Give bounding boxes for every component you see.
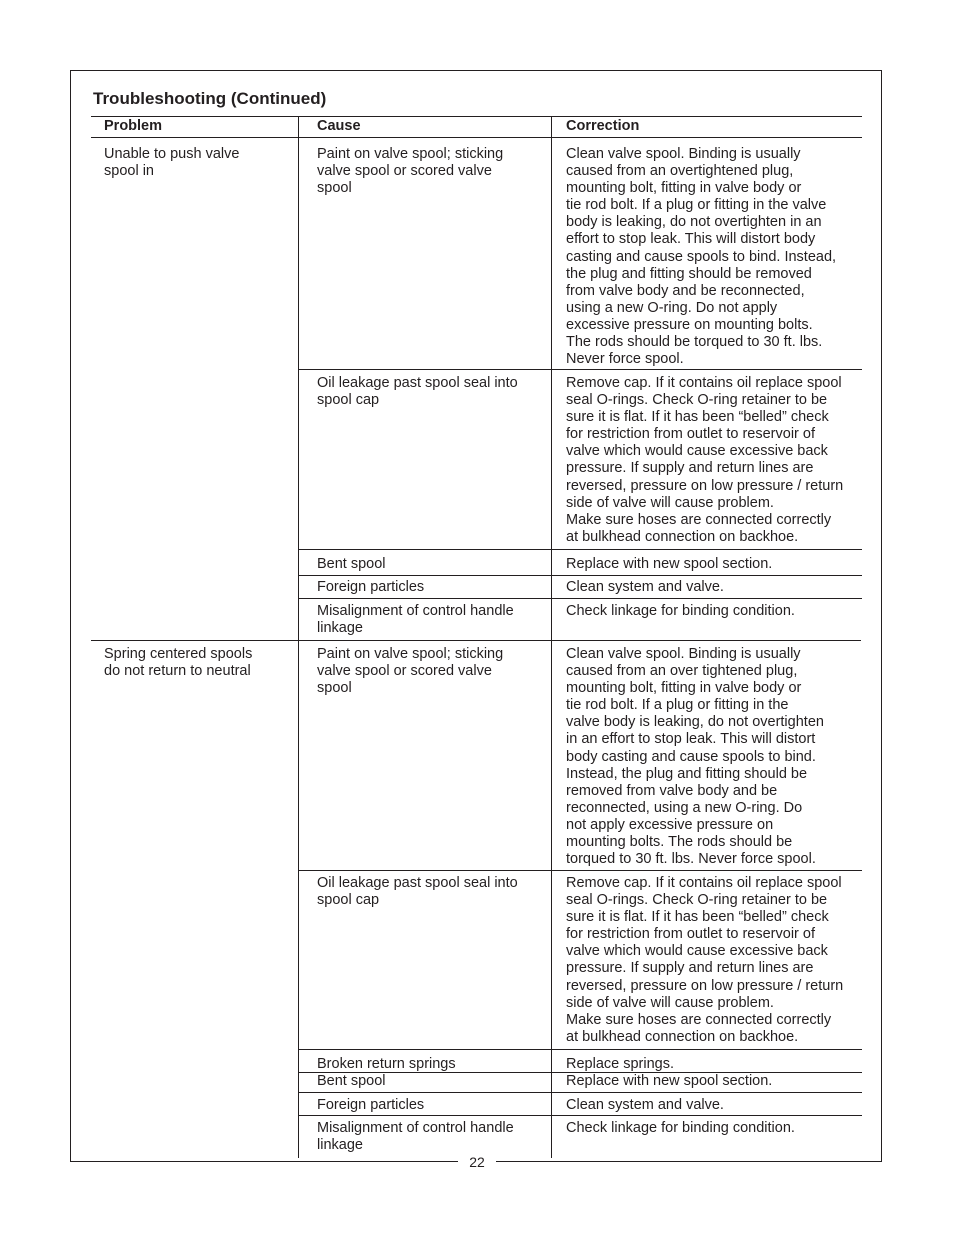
cause-cell: Oil leakage past spool seal into spool cap — [317, 875, 518, 909]
cause-cell: Oil leakage past spool seal into spool cap — [317, 375, 518, 409]
cause-cell: Foreign particles — [317, 1097, 425, 1113]
column-header-correction: Correction — [566, 118, 640, 134]
cause-cell: Misalignment of control handle linkage — [317, 603, 514, 637]
column-divider-cause — [298, 116, 299, 1158]
cause-cell: Broken return springs — [317, 1056, 456, 1072]
cause-cell: Foreign particles — [317, 579, 425, 595]
correction-cell: Replace with new spool section. — [566, 1073, 773, 1089]
row-separator — [298, 369, 862, 370]
correction-cell: Clean valve spool. Binding is usually caused from an over tightened plug, mounting bolt, fitting in valve body or tie rod bolt. If a plug or fitting in the valve body is leaking, do not overtighten in an effort to stop leak. This will distort body casting and cause spools to bind. Instead, the plug and fitting should be removed from valve body and be reconnected, using a new O-ring. Do not apply excessive pressure on mounting bolts. The rods should be torqued to 30 ft. lbs. Never force spool. — [566, 646, 824, 868]
cause-cell: Bent spool — [317, 556, 386, 572]
problem-separator — [91, 640, 861, 641]
row-separator — [298, 575, 862, 576]
cause-cell: Paint on valve spool; sticking valve spool or scored valve spool — [317, 146, 504, 197]
row-separator — [298, 1092, 862, 1093]
cause-cell: Bent spool — [317, 1073, 386, 1089]
column-divider-correction — [551, 116, 552, 1158]
correction-cell: Check linkage for binding condition. — [566, 1120, 795, 1136]
correction-cell: Remove cap. If it contains oil replace spool seal O-rings. Check O-ring retainer to be sure it is flat. If it has been “belled” check for restriction from outlet to reservoir of valve which would cause excessive back pressure. If supply and return lines are reversed, pressure on low pressure / return side of valve will cause problem. Make sure hoses are connected correctly at bulkhead connection on backhoe. — [566, 875, 844, 1045]
correction-cell: Replace springs. — [566, 1056, 674, 1072]
correction-cell: Clean system and valve. — [566, 1097, 724, 1113]
correction-cell: Check linkage for binding condition. — [566, 603, 795, 619]
cause-cell: Paint on valve spool; sticking valve spool or scored valve spool — [317, 646, 504, 697]
cause-cell: Misalignment of control handle linkage — [317, 1120, 514, 1154]
column-header-problem: Problem — [104, 118, 163, 134]
row-separator — [298, 870, 862, 871]
page-title: Troubleshooting (Continued) — [93, 89, 327, 108]
header-bottom-rule — [91, 137, 862, 138]
correction-cell: Clean valve spool. Binding is usually caused from an overtightened plug, mounting bolt, fitting in valve body or tie rod bolt. If a plug or fitting in the valve body is leaking, do not overtighten in an effort to stop leak. This will distort body casting and cause spools to bind. Instead, the plug and fitting should be removed from valve body and be reconnected, using a new O-ring. Do not apply excessive pressure on mounting bolts. The rods should be torqued to 30 ft. lbs. Never force spool. — [566, 146, 837, 368]
problem-cell: Unable to push valve spool in — [104, 146, 240, 180]
row-separator — [298, 1115, 862, 1116]
correction-cell: Remove cap. If it contains oil replace spool seal O-rings. Check O-ring retainer to be sure it is flat. If it has been “belled” check for restriction from outlet to reservoir of valve which would cause excessive back pressure. If supply and return lines are reversed, pressure on low pressure / return side of valve will cause problem. Make sure hoses are connected correctly at bulkhead connection on backhoe. — [566, 375, 844, 545]
row-separator — [298, 598, 862, 599]
correction-cell: Replace with new spool section. — [566, 556, 773, 572]
column-header-cause: Cause — [317, 118, 361, 134]
page-number: 22 — [458, 1154, 496, 1170]
correction-cell: Clean system and valve. — [566, 579, 724, 595]
row-separator — [298, 549, 862, 550]
problem-cell: Spring centered spools do not return to neutral — [104, 646, 253, 680]
row-separator — [298, 1049, 862, 1050]
header-top-rule — [91, 116, 862, 117]
